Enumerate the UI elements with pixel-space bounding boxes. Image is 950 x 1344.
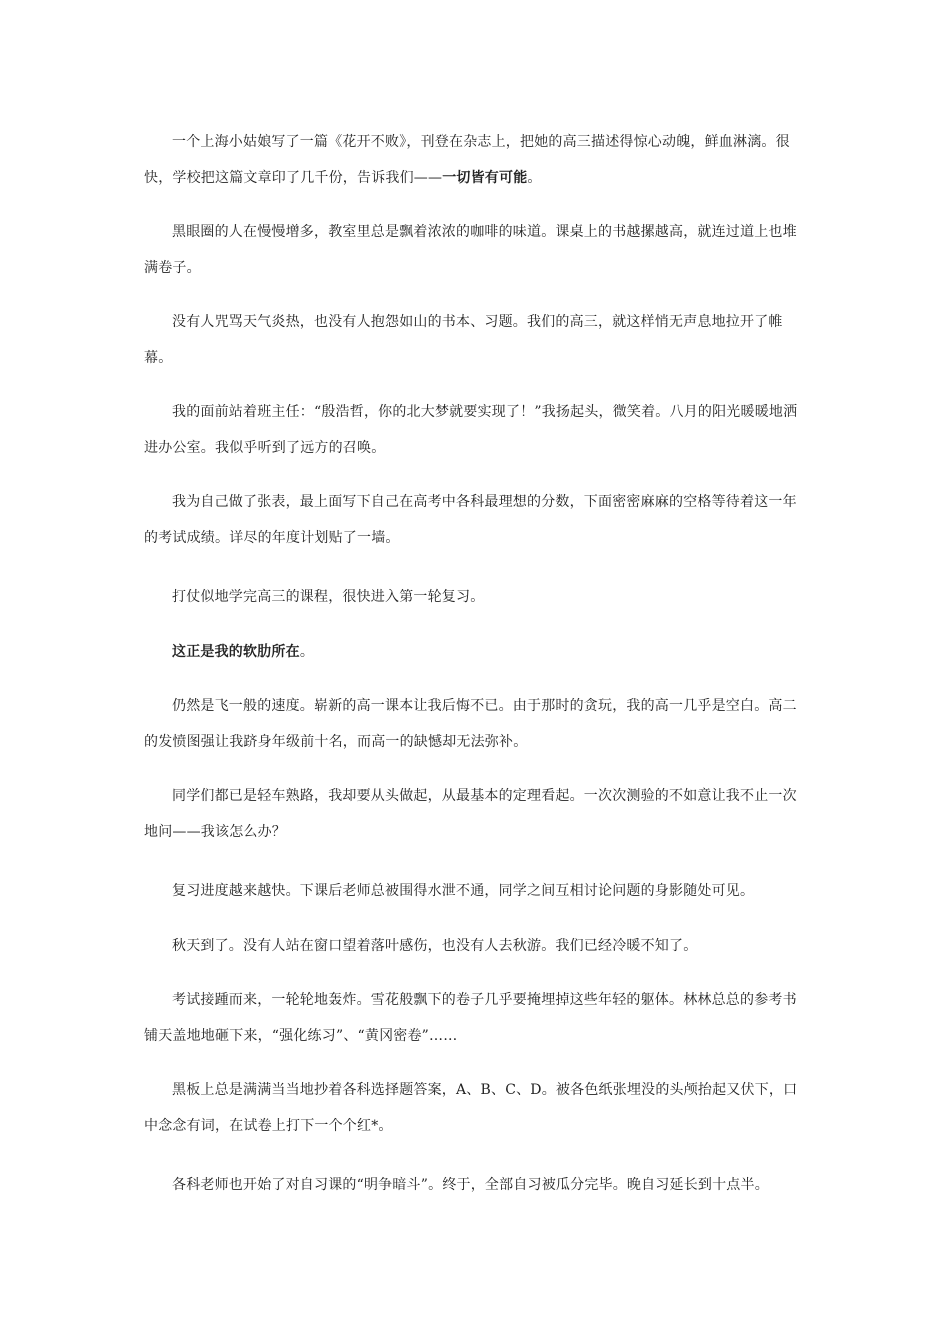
paragraph-5-text: 我为自己做了张表，最上面写下自己在高考中各科最理想的分数，下面密密麻麻的空格等待着这一年的考试成绩。详尽的年度计划贴了一墙。: [144, 494, 797, 546]
paragraph-6-text: 打仗似地学完高三的课程，很快进入第一轮复习。: [172, 589, 485, 605]
paragraph-2: [144, 214, 808, 286]
paragraph-1-text: 一个上海小姑娘写了一篇《花开不败》，刊登在杂志上，把她的高三描述得惊心动魄，鲜血淋漓。很快，学校把这篇文章印了几千份，告诉我们——: [144, 134, 790, 186]
paragraph-5: [144, 484, 808, 556]
paragraph-12-text: 考试接踵而来，一轮轮地轰炸。雪花般飘下的卷子几乎要掩埋掉这些年轻的躯体。林林总总的参考书铺天盖地地砸下来，“强化练习”、“黄冈密卷”……: [144, 992, 797, 1044]
paragraph-13-text: 黑板上总是满满当当地抄着各科选择题答案，A、B、C、D。被各色纸张埋没的头颅抬起又伏下，口中念念有词，在试卷上打下一个个红*。: [144, 1082, 798, 1134]
paragraph-7-end: 。: [299, 644, 315, 660]
paragraph-9-text: 同学们都已是轻车熟路，我却要从头做起，从最基本的定理看起。一次次测验的不如意让我不止一次地问——我该怎么办？: [144, 788, 797, 840]
paragraph-11-text: 秋天到了。没有人站在窗口望着落叶感伤，也没有人去秋游。我们已经冷暖不知了。: [172, 938, 698, 954]
paragraph-12: [144, 982, 808, 1054]
paragraph-1-bold: 一切皆有可能: [442, 170, 528, 186]
paragraph-11: [144, 928, 808, 964]
paragraph-1: [144, 124, 808, 196]
paragraph-8: [144, 688, 808, 760]
paragraph-2-text: 黑眼圈的人在慢慢增多，教室里总是飘着浓浓的咖啡的味道。课桌上的书越摞越高，就连过道上也堆满卷子。: [144, 224, 797, 276]
paragraph-14-text: 各科老师也开始了对自习课的“明争暗斗”。终于，全部自习被瓜分完毕。晚自习延长到十点半。: [172, 1177, 769, 1193]
paragraph-3: [144, 304, 808, 376]
paragraph-4-text: 我的面前站着班主任：“殷浩哲，你的北大梦就要实现了！”我扬起头，微笑着。八月的阳光暖暖地洒进办公室。我似乎听到了远方的召唤。: [144, 404, 798, 456]
paragraph-10: [144, 873, 808, 909]
paragraph-14: [144, 1167, 808, 1203]
paragraph-3-text: 没有人咒骂天气炎热，也没有人抱怨如山的书本、习题。我们的高三，就这样悄无声息地拉开了帷幕。: [144, 314, 783, 366]
paragraph-6: [144, 579, 808, 615]
paragraph-7-bold: 这正是我的软肋所在: [172, 644, 300, 660]
paragraph-1-end: 。: [527, 170, 542, 186]
paragraph-4: [144, 394, 808, 466]
paragraph-7: [144, 634, 808, 670]
paragraph-13: [144, 1072, 808, 1144]
paragraph-8-text: 仍然是飞一般的速度。崭新的高一课本让我后悔不已。由于那时的贪玩，我的高一几乎是空白。高二的发愤图强让我跻身年级前十名，而高一的缺憾却无法弥补。: [144, 698, 797, 750]
paragraph-9: [144, 778, 808, 850]
paragraph-10-text: 复习进度越来越快。下课后老师总被围得水泄不通，同学之间互相讨论问题的身影随处可见。: [172, 883, 755, 899]
